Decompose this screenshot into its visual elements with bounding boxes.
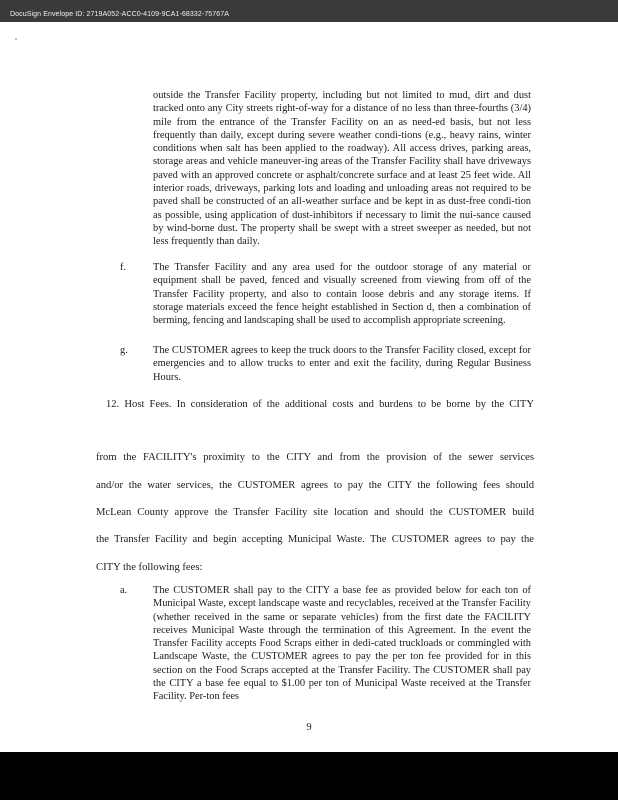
scan-bottom-bar [0,752,618,800]
item-e-continued: outside the Transfer Facility property, including but not limited to mud, dirt and dust tracked onto any City streets right-of-way for a distance of no less than three-fourths (3/4) mile from the entrance of the Transfer Facility on an as need-ed basis, but not less frequently than daily, except during severe weather condi-tions (e.g., heavy rains, winter conditions when salt has been applied to the roadway). All access drives, parking areas, storage areas and vehicle maneuver-ing areas of the Transfer Facility shall have driveways paved with an approved concrete or asphalt/concrete surface and at least 25 feet wide. All interior roads, driveways, parking lots and loading and unloading areas not required to be paved shall be constructed of an all-weather surface and be kept in as dust-free condi-tion as possible, using application of dust-inhibitors if necessary to limit the nui-sance caused by wind-borne dust. The property shall be swept with a street sweeper as needed, but not less frequently than daily. [153,90,531,248]
section-12-line: McLean County approve the Transfer Facility site location and should the CUSTOMER build [96,507,534,518]
page-number: 9 [306,722,312,733]
item-f-text: The Transfer Facility and any area used for the outdoor storage of any material or equipment shall be paved, fenced and visually screened from viewing from off of the Transfer Facility property, and also to contain loose debris and any storage items. If storage materials exceed the fence height established in Section d, then a combination of berming, fencing and landscaping shall be used to accomplish appropriate screening. [153,262,531,327]
envelope-id: DocuSign Envelope ID: 2719A052-ACC0-4109-9CA1-68332-75767A [10,11,230,18]
item-g-letter: g. [120,345,128,356]
section-12-line: from the FACILITY's proximity to the CITY and from the provision of the sewer services [96,452,534,463]
item-a-letter: a. [120,585,128,596]
item-g-text: The CUSTOMER agrees to keep the truck doors to the Transfer Facility closed, except for emergencies and to allow trucks to enter and exit the facility, during Regular Business Hours. [153,345,531,383]
docusign-header-bar [0,0,618,22]
item-a-text: The CUSTOMER shall pay to the CITY a base fee as provided below for each ton of Municipal Waste, except landscape waste and recyclables, received at the Transfer Facility (whether received in the same or separate vehicles) from the first date the FACILITY receives Municipal Waste through the termination of this Agreement. In the event the Transfer Facility accepts Food Scraps either in dedi-cated truckloads or commingled with Landscape Waste, the CUSTOMER agrees to pay the per ton fee provided for in this section on the Food Scraps accepted at the Transfer Facility. The CUSTOMER shall pay the CITY a base fee equal to $1.00 per ton of Municipal Waste received at the Transfer Facility. Per-ton fees [153,585,531,703]
item-f-letter: f. [120,262,127,273]
section-12-line: and/or the water services, the CUSTOMER agrees to pay the CITY the following fees should [96,480,534,491]
section-12-line: 12. Host Fees. In consideration of the additional costs and burdens to be borne by the CITY [106,399,534,410]
section-12-line: the Transfer Facility and begin accepting Municipal Waste. The CUSTOMER agrees to pay the [96,534,534,545]
scan-artifact [15,38,17,40]
section-12-line: CITY the following fees: [96,562,203,573]
